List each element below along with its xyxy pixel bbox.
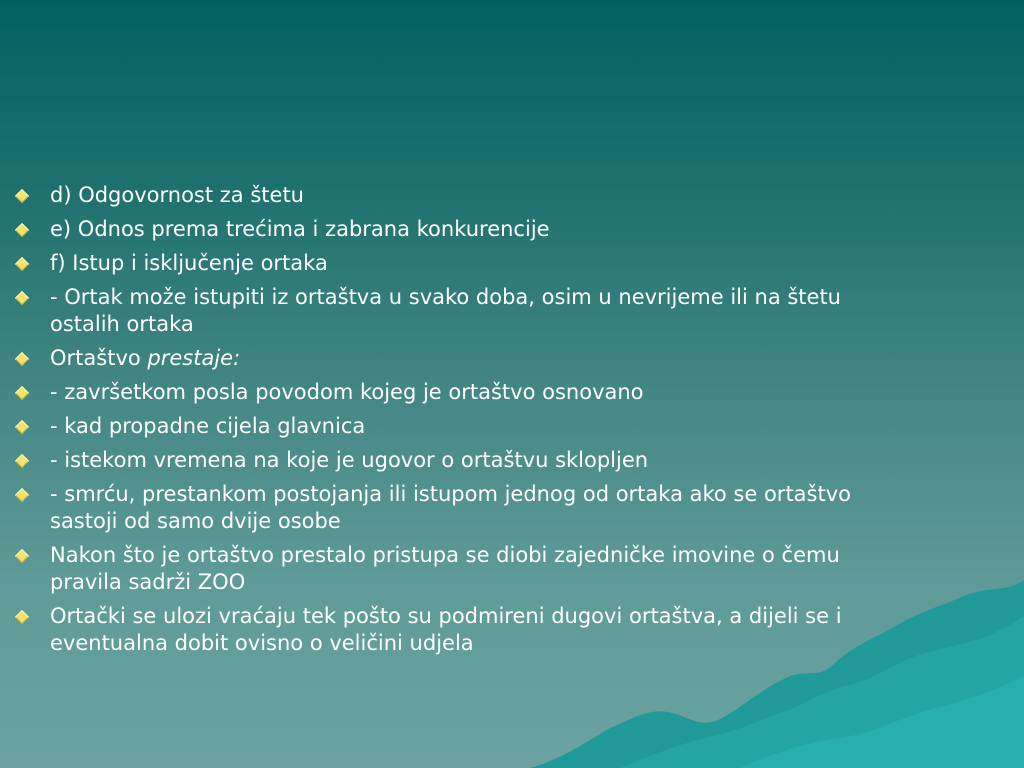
diamond-bullet-icon xyxy=(15,291,29,305)
bullet-item xyxy=(14,379,914,406)
bullet-text-italic: prestaje: xyxy=(147,346,241,370)
bullet-text: Ortaštvo xyxy=(50,346,148,370)
bullet-item xyxy=(14,284,914,338)
bullet-item xyxy=(14,447,914,474)
bullet-text: - smrću, prestankom postojanja ili istupom jednog od ortaka ako se ortaštvo sastoji od samo dvije osobe xyxy=(50,482,851,533)
bullet-item xyxy=(14,182,914,209)
diamond-bullet-icon xyxy=(15,189,29,203)
bullet-item xyxy=(14,345,914,372)
bullet-text: f) Istup i isključenje ortaka xyxy=(50,251,328,275)
bullet-text: - istekom vremena na koje je ugovor o ortaštvu sklopljen xyxy=(50,448,649,472)
bullet-text: d) Odgovornost za štetu xyxy=(50,183,304,207)
bullet-item xyxy=(14,603,914,657)
bullet-text: - završetkom posla povodom kojeg je ortaštvo osnovano xyxy=(50,380,644,404)
bullet-item xyxy=(14,481,914,535)
bullet-text: Nakon što je ortaštvo prestalo pristupa se diobi zajedničke imovine o čemu pravila sadrži ZOO xyxy=(50,543,840,594)
bullet-item xyxy=(14,216,914,243)
bullet-list xyxy=(14,182,914,664)
bullet-item xyxy=(14,413,914,440)
bullet-text: - kad propadne cijela glavnica xyxy=(50,414,366,438)
bullet-item xyxy=(14,250,914,277)
bullet-item xyxy=(14,542,914,596)
diamond-bullet-icon xyxy=(15,549,29,563)
bullet-text: - Ortak može istupiti iz ortaštva u svako doba, osim u nevrijeme ili na štetu ostalih ortaka xyxy=(50,285,841,336)
diamond-bullet-icon xyxy=(15,420,29,434)
diamond-bullet-icon xyxy=(15,610,29,624)
diamond-bullet-icon xyxy=(15,223,29,237)
diamond-bullet-icon xyxy=(15,352,29,366)
diamond-bullet-icon xyxy=(15,488,29,502)
diamond-bullet-icon xyxy=(15,454,29,468)
diamond-bullet-icon xyxy=(15,257,29,271)
diamond-bullet-icon xyxy=(15,386,29,400)
bullet-text: e) Odnos prema trećima i zabrana konkurencije xyxy=(50,217,550,241)
bullet-text: Ortački se ulozi vraćaju tek pošto su podmireni dugovi ortaštva, a dijeli se i eventualna dobit ovisno o veličini udjela xyxy=(50,604,842,655)
